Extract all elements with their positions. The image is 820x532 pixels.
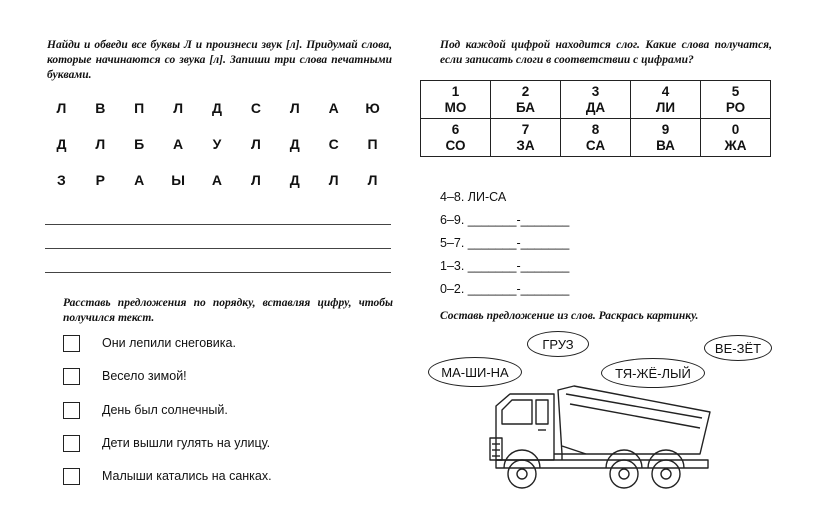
word-oval[interactable]: ВЕ-ЗЁТ [704, 335, 772, 361]
syllable-cell [631, 81, 701, 119]
task1-instruction: Найди и обведи все буквы Л и произнеси звук [л]. Придумай слова, которые начинаются со звука [л]. Запиши три слова печатными буквами. [47, 39, 392, 81]
letter[interactable]: В [95, 100, 106, 116]
letter[interactable]: Д [289, 172, 300, 188]
letter[interactable]: Л [250, 136, 261, 152]
letter[interactable]: Д [212, 100, 222, 116]
sentence-row [63, 400, 228, 420]
letter[interactable]: Л [250, 172, 261, 188]
syllable-cell [701, 81, 771, 119]
sentence-text: Дети вышли гулять на улицу. [102, 436, 271, 450]
cell-number: 4 [661, 83, 670, 99]
letter[interactable]: П [134, 100, 145, 116]
cell-number: 0 [731, 121, 740, 137]
syllable-cell [421, 119, 491, 157]
letter[interactable]: С [328, 136, 339, 152]
syllable-cell [631, 119, 701, 157]
answer-line[interactable]: 5–7. _______-_______ [440, 236, 570, 250]
answer-line[interactable]: 1–3. _______-_______ [440, 259, 570, 273]
syllable-cell [491, 81, 561, 119]
sentence-row [63, 333, 236, 353]
syllable-cell [561, 119, 631, 157]
cell-syllable: МО [444, 99, 467, 115]
order-number-box[interactable] [63, 368, 80, 385]
letter[interactable]: Ы [171, 172, 185, 188]
writing-line[interactable] [45, 224, 391, 225]
answer-line[interactable]: 0–2. _______-_______ [440, 282, 570, 296]
cell-number: 8 [591, 121, 600, 137]
letter[interactable]: З [57, 172, 66, 188]
cell-number: 9 [661, 121, 670, 137]
cell-number: 2 [521, 83, 530, 99]
letter[interactable]: А [211, 172, 223, 188]
syllable-table [420, 80, 771, 157]
cell-syllable: СО [445, 137, 466, 153]
task4-instruction: Составь предложение из слов. Раскрась картинку. [440, 310, 699, 322]
sentence-text: Они лепили снеговика. [102, 336, 236, 350]
letter[interactable]: Ю [365, 100, 380, 116]
task3-instruction: Под каждой цифрой находится слог. Какие слова получатся, если записать слоги в соответствии с цифрами? [440, 39, 772, 66]
syllable-cell [701, 119, 771, 157]
cell-number: 1 [451, 83, 460, 99]
answer-line[interactable]: 6–9. _______-_______ [440, 213, 570, 227]
word-oval[interactable]: ТЯ-ЖЁ-ЛЫЙ [601, 358, 705, 388]
syllable-cell [421, 81, 491, 119]
letter[interactable]: А [328, 100, 339, 116]
letter[interactable]: У [212, 136, 222, 152]
letter[interactable]: Л [289, 100, 300, 116]
letter[interactable]: Л [56, 100, 67, 116]
syllable-cell [491, 119, 561, 157]
letter[interactable]: Д [289, 136, 300, 152]
sentence-row [63, 466, 272, 486]
truck-window [536, 400, 548, 424]
order-number-box[interactable] [63, 402, 80, 419]
writing-line[interactable] [45, 248, 391, 249]
word-oval[interactable]: МА-ШИ-НА [428, 357, 522, 387]
letter-grid [42, 100, 392, 188]
cell-number: 3 [591, 83, 600, 99]
cell-syllable: ДА [585, 99, 606, 115]
letter[interactable]: П [367, 136, 378, 152]
answer-line: 4–8. ЛИ-СА [440, 190, 507, 204]
cell-number: 6 [451, 121, 460, 137]
cell-syllable: РО [725, 99, 746, 115]
dump-truck-illustration [486, 382, 718, 492]
letter[interactable]: С [250, 100, 261, 116]
letter[interactable]: Д [56, 136, 67, 152]
sentence-text: Весело зимой! [102, 369, 187, 383]
sentence-text: День был солнечный. [102, 403, 228, 417]
truck-window [502, 400, 532, 424]
sentence-row [63, 433, 270, 453]
truck-wheel [610, 460, 638, 488]
cell-syllable: ЖА [724, 137, 747, 153]
order-number-box[interactable] [63, 435, 80, 452]
syllable-cell [561, 81, 631, 119]
truck-wheel [652, 460, 680, 488]
cell-syllable: ЗА [516, 137, 535, 153]
cell-number: 7 [521, 121, 530, 137]
order-number-box[interactable] [63, 335, 80, 352]
cell-syllable: СА [585, 137, 606, 153]
letter[interactable]: Л [328, 172, 339, 188]
word-oval[interactable]: ГРУЗ [527, 331, 589, 357]
letter[interactable]: Л [367, 172, 378, 188]
cell-syllable: БА [516, 99, 535, 115]
letter[interactable]: Л [173, 100, 184, 116]
letter[interactable]: Б [134, 136, 145, 152]
truck-wheel [508, 460, 536, 488]
letter[interactable]: Р [95, 172, 105, 188]
letter[interactable]: А [173, 136, 184, 152]
letter[interactable]: Л [95, 136, 106, 152]
writing-line[interactable] [45, 272, 391, 273]
order-number-box[interactable] [63, 468, 80, 485]
cell-syllable: ВА [656, 137, 675, 153]
sentence-text: Малыши катались на санках. [102, 469, 272, 483]
cell-syllable: ЛИ [655, 99, 676, 115]
letter[interactable]: А [134, 172, 145, 188]
sentence-row [63, 366, 187, 386]
task2-instruction: Расставь предложения по порядку, вставляя цифру, чтобы получился текст. [63, 297, 393, 324]
cell-number: 5 [731, 83, 740, 99]
